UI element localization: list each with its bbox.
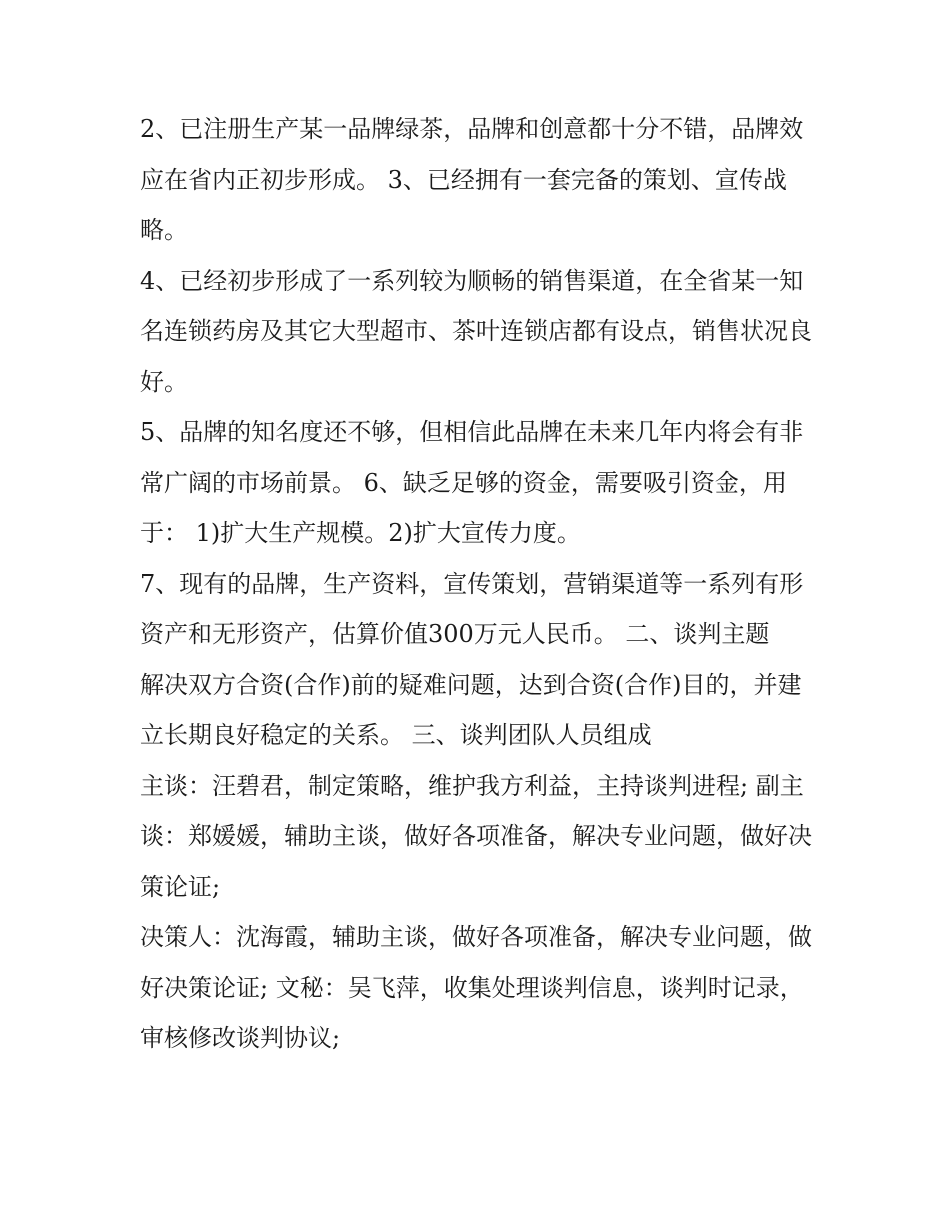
paragraph-assets-and-topic: 7、现有的品牌，生产资料，宣传策划，营销渠道等一系列有形资产和无形资产，估算价值300万元人民币。 二、谈判主题 bbox=[140, 569, 804, 648]
paragraph-negotiation-goal: 解决双方合资(合作)前的疑难问题，达到合资(合作)目的，并建立长期良好稳定的关系。 三、谈判团队人员组成 bbox=[140, 670, 802, 749]
document-body bbox=[140, 104, 820, 1064]
paragraph-team-decision-maker: 决策人：沈海霞，辅助主谈，做好各项准备，解决专业问题，做好决策论证; 文秘：吴飞萍，收集处理谈判信息，谈判时记录，审核修改谈判协议; bbox=[140, 923, 812, 1052]
paragraph-brand-and-funding: 5、品牌的知名度还不够，但相信此品牌在未来几年内将会有非常广阔的市场前景。 6、缺乏足够的资金，需要吸引资金，用于： 1)扩大生产规模。2)扩大宣传力度。 bbox=[140, 418, 804, 547]
paragraph-sales-channels: 4、已经初步形成了一系列较为顺畅的销售渠道，在全省某一知名连锁药房及其它大型超市、茶叶连锁店都有设点，销售状况良好。 bbox=[140, 266, 812, 396]
paragraph-company-status: 2、已注册生产某一品牌绿茶，品牌和创意都十分不错，品牌效应在省内正初步形成。 3、已经拥有一套完备的策划、宣传战略。 bbox=[140, 115, 804, 244]
paragraph-team-lead: 主谈：汪碧君，制定策略，维护我方利益，主持谈判进程; 副主谈：郑媛媛，辅助主谈，做好各项准备，解决专业问题，做好决策论证; bbox=[140, 771, 812, 901]
